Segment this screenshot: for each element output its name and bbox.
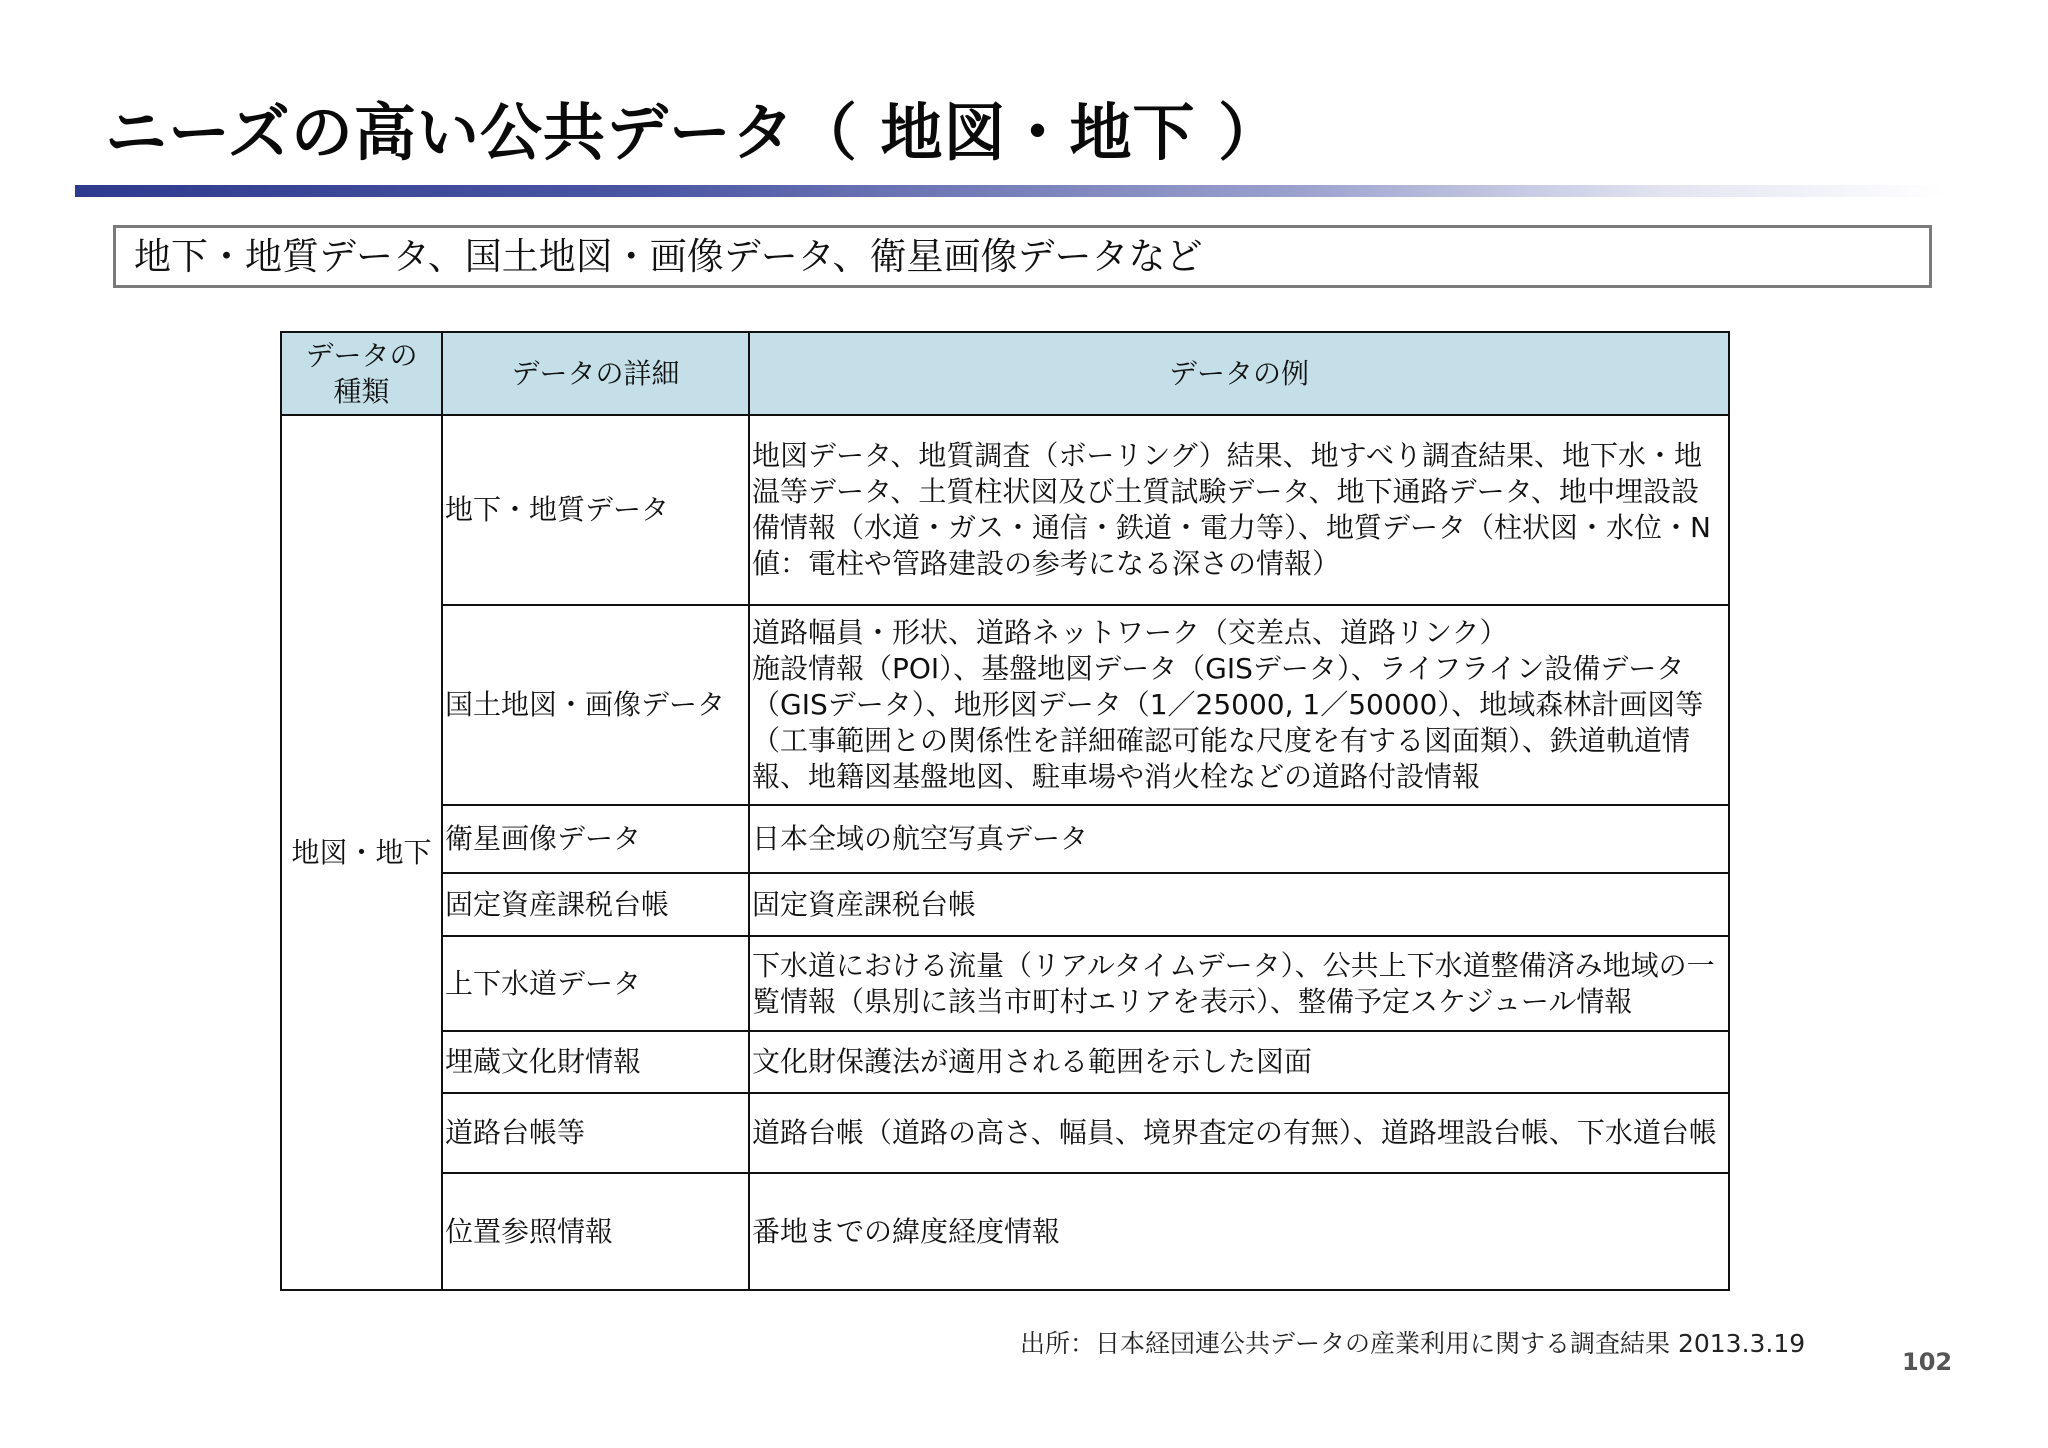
detail-cell: 国土地図・画像データ xyxy=(442,605,749,805)
table-row xyxy=(281,805,1729,873)
detail-cell: 上下水道データ xyxy=(442,936,749,1031)
table-row xyxy=(281,873,1729,936)
header-data-kind: データの 種類 xyxy=(281,332,442,415)
detail-cell: 位置参照情報 xyxy=(442,1173,749,1290)
example-cell: 文化財保護法が適用される範囲を示した図面 xyxy=(749,1031,1729,1093)
page-number: 102 xyxy=(1902,1348,1953,1376)
example-cell: 日本全域の航空写真データ xyxy=(749,805,1729,873)
example-cell: 固定資産課税台帳 xyxy=(749,873,1729,936)
public-data-table xyxy=(280,331,1730,1291)
header-data-detail: データの詳細 xyxy=(442,332,749,415)
table-row xyxy=(281,1031,1729,1093)
table-row xyxy=(281,1173,1729,1290)
summary-box: 地下・地質データ、国土地図・画像データ、衛星画像データなど xyxy=(113,225,1932,288)
table-row xyxy=(281,415,1729,605)
source-citation: 出所：日本経団連公共データの産業利用に関する調査結果 2013.3.19 xyxy=(1020,1329,1806,1358)
table-row xyxy=(281,936,1729,1031)
example-cell: 道路幅員・形状、道路ネットワーク（交差点、道路リンク） 施設情報（POI）、基盤地図データ（GISデータ）、ライフライン設備データ（GISデータ）、地形図データ（1／25000, 1／50000）、地域森林計画図等（工事範囲との関係性を詳細確認可能な尺度を有する図面類）、鉄道軌道情報、地籍図基盤地図、駐車場や消火栓などの道路付設情報 xyxy=(749,605,1729,805)
example-cell: 道路台帳（道路の高さ、幅員、境界査定の有無）、道路埋設台帳、下水道台帳 xyxy=(749,1093,1729,1173)
data-kind-cell: 地図・地下 xyxy=(281,415,442,1290)
header-data-example: データの例 xyxy=(749,332,1729,415)
title-underline-bar xyxy=(75,185,1945,197)
example-cell: 地図データ、地質調査（ボーリング）結果、地すべり調査結果、地下水・地温等データ、土質柱状図及び土質試験データ、地下通路データ、地中埋設設備情報（水道・ガス・通信・鉄道・電力等）、地質データ（柱状図・水位・N値：電柱や管路建設の参考になる深さの情報） xyxy=(749,415,1729,605)
slide-title: ニーズの高い公共データ（ 地図・地下 ） xyxy=(105,96,1282,169)
detail-cell: 固定資産課税台帳 xyxy=(442,873,749,936)
table-row xyxy=(281,605,1729,805)
example-cell: 番地までの緯度経度情報 xyxy=(749,1173,1729,1290)
detail-cell: 地下・地質データ xyxy=(442,415,749,605)
table-row xyxy=(281,1093,1729,1173)
table-header-row xyxy=(281,332,1729,415)
detail-cell: 埋蔵文化財情報 xyxy=(442,1031,749,1093)
detail-cell: 道路台帳等 xyxy=(442,1093,749,1173)
detail-cell: 衛星画像データ xyxy=(442,805,749,873)
example-cell: 下水道における流量（リアルタイムデータ）、公共上下水道整備済み地域の一覧情報（県別に該当市町村エリアを表示）、整備予定スケジュール情報 xyxy=(749,936,1729,1031)
